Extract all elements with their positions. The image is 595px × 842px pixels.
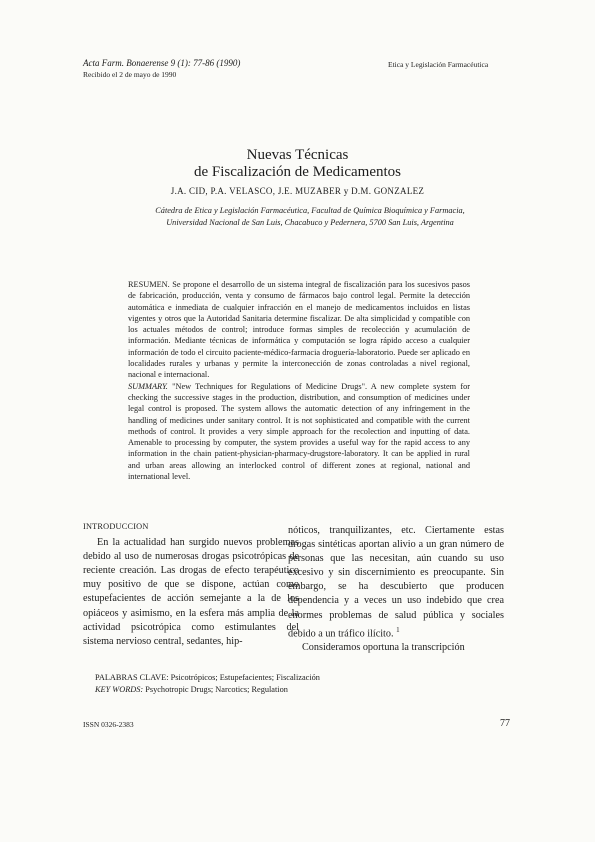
affiliation-line-2: Universidad Nacional de San Luis, Chacabuco y Pedernera, 5700 San Luis, Argentina bbox=[166, 218, 454, 227]
intro-paragraph-1-cont bbox=[288, 524, 504, 641]
intro-paragraph-1-cont-text: nóticos, tranquilizantes, etc. Ciertamente estas drogas sintéticas aportan alivio a un gran número de personas que las necesitan, aún cuando su uso excesivo y sin discernimiento es preocupante. Sin embargo, se ha descubierto que producen dependencia y a veces un uso indebido que crea enormes problemas de salud pública y sociales debido a un tráfico ilícito. bbox=[288, 525, 504, 640]
affiliation-line-1: Cátedra de Etica y Legislación Farmacéutica, Facultad de Química Bioquímica y Farmacia, bbox=[155, 206, 465, 215]
summary-paragraph bbox=[128, 381, 470, 483]
summary-text: "New Techniques for Regulations of Medicine Drugs". A new complete system for checking the successive stages in the production, distribution, and consumption of medicines under legal control is proposed. The system allows the automatic detection of any infringement in the handling of medicines under sanitary control. It is not sophisticated and compatible with the current methods of control. It provides a very simple approach for the recolection and inputting of data. Amenable to processing by computer, the system provides a useful way for the rapid access to any information in the chain patient-physician-pharmacy-drugstore-laboratory. It can be applied in rural and urban areas allowing an interlocked control of different zones at regional, national and international level. bbox=[128, 381, 470, 482]
journal-citation: Acta Farm. Bonaerense 9 (1): 77-86 (1990) bbox=[83, 58, 241, 68]
keywords-en-label: KEY WORDS: bbox=[95, 684, 144, 694]
summary-label: SUMMARY. bbox=[128, 381, 168, 391]
body-column-right bbox=[288, 524, 504, 655]
title-line-2: de Fiscalización de Medicamentos bbox=[193, 164, 401, 180]
resumen-paragraph bbox=[128, 279, 470, 381]
article-title bbox=[0, 147, 595, 181]
resumen-text: Se propone el desarrollo de un sistema integral de fiscalización para los sucesivos pasos de fabricación, producción, venta y consumo de fármacos bajo control legal. Permite la detección automática e inmediata de cualquier infracción en el manejo de medicamentos incluidos en listas vigentes y otros que la Autoridad Sanitaria determine fiscalizar. De alta simplicidad y compatible con los actuales métodos de control; introduce formas simples de recolección y acumulación de información. Mediante técnicas de informática y computación se logra rápido acceso a cualquier información de todo el circuito paciente-médico-farmacia droguería-laboratorio. Puede ser aplicado en localidades rurales y urbanas y permite la interconección de zonas controladas a nivel regional, nacional e internacional. bbox=[128, 280, 471, 380]
intro-paragraph-1: En la actualidad han surgido nuevos problemas debido al uso de numerosas drogas psicotrópicas de reciente creación. Las drogas de efecto terapéutico muy positivo de que se dispone, actúan como estupefacientes de acción semejante a la de los opiáceos y asimismo, en la esfera más amplia de la actividad psicotrópica como estimulantes del sistema nervioso central, sedantes, hip- bbox=[83, 537, 299, 647]
received-date: Recibido el 2 de mayo de 1990 bbox=[83, 70, 177, 79]
section-header: Etica y Legislación Farmacéutica bbox=[388, 60, 489, 69]
keywords-es bbox=[95, 672, 320, 684]
keywords-es-text: Psicotrópicos; Estupefacientes; Fiscalización bbox=[170, 673, 320, 682]
keywords-es-label: PALABRAS CLAVE: bbox=[95, 673, 169, 682]
body-column-left bbox=[83, 520, 299, 649]
issn: ISSN 0326-2383 bbox=[83, 720, 134, 729]
reference-marker: 1 bbox=[396, 625, 400, 634]
affiliation bbox=[110, 205, 510, 229]
keywords-en bbox=[95, 684, 320, 696]
intro-paragraph-2: Consideramos oportuna la transcripción bbox=[302, 642, 465, 654]
abstract bbox=[128, 279, 470, 482]
keywords-block bbox=[95, 672, 320, 695]
section-heading-introduccion: INTRODUCCION bbox=[83, 522, 149, 531]
keywords-en-text: Psychotropic Drugs; Narcotics; Regulation bbox=[145, 684, 288, 694]
journal-header bbox=[83, 57, 240, 81]
title-line-1: Nuevas Técnicas bbox=[246, 147, 349, 163]
resumen-label: RESUMEN. bbox=[128, 280, 170, 289]
authors: J.A. CID, P.A. VELASCO, J.E. MUZABER y D.M. GONZALEZ bbox=[170, 186, 425, 196]
page-number: 77 bbox=[500, 718, 510, 729]
